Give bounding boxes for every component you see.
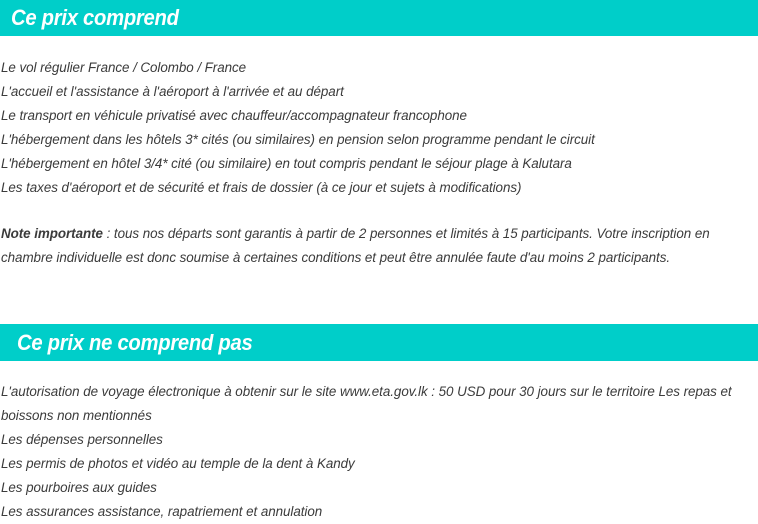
list-item: Le vol régulier France / Colombo / France (1, 60, 247, 75)
list-item: Les taxes d'aéroport et de sécurité et frais de dossier (à ce jour et sujets à modifications) (1, 180, 522, 195)
section-body-included (0, 36, 758, 270)
excluded-item-list (1, 380, 744, 524)
important-note-label: Note importante (1, 226, 103, 241)
section-header-included-title: Ce prix comprend (11, 5, 179, 30)
section-header-excluded-title: Ce prix ne comprend pas (17, 329, 253, 355)
list-item: Les assurances assistance, rapatriement et annulation (1, 504, 323, 519)
list-item: L'autorisation de voyage électronique à obtenir sur le site www.eta.gov.lk : 50 USD pour 30 jours sur le territoire Les repas et boissons non mentionnés (1, 384, 732, 423)
list-item: Le transport en véhicule privatisé avec chauffeur/accompagnateur francophone (1, 108, 467, 123)
section-body-excluded (0, 361, 758, 524)
list-item: Les permis de photos et vidéo au temple de la dent à Kandy (1, 456, 355, 471)
section-spacer (0, 270, 758, 324)
important-note (1, 200, 744, 270)
list-item: Les pourboires aux guides (1, 480, 157, 495)
included-item-list (1, 56, 744, 200)
section-header-excluded (0, 324, 758, 361)
section-header-included (0, 0, 758, 36)
list-item: L'hébergement dans les hôtels 3* cités (ou similaires) en pension selon programme pendant le circuit (1, 132, 595, 147)
list-item: Les dépenses personnelles (1, 432, 163, 447)
list-item: L'accueil et l'assistance à l'aéroport à l'arrivée et au départ (1, 84, 344, 99)
list-item: L'hébergement en hôtel 3/4* cité (ou similaire) en tout compris pendant le séjour plage à Kalutara (1, 156, 572, 171)
important-note-text: : tous nos départs sont garantis à partir de 2 personnes et limités à 15 participants. Votre inscription en chambre individuelle est donc soumise à certaines conditions et peut être annulée faute d'au moins 2 participants. (1, 226, 710, 265)
